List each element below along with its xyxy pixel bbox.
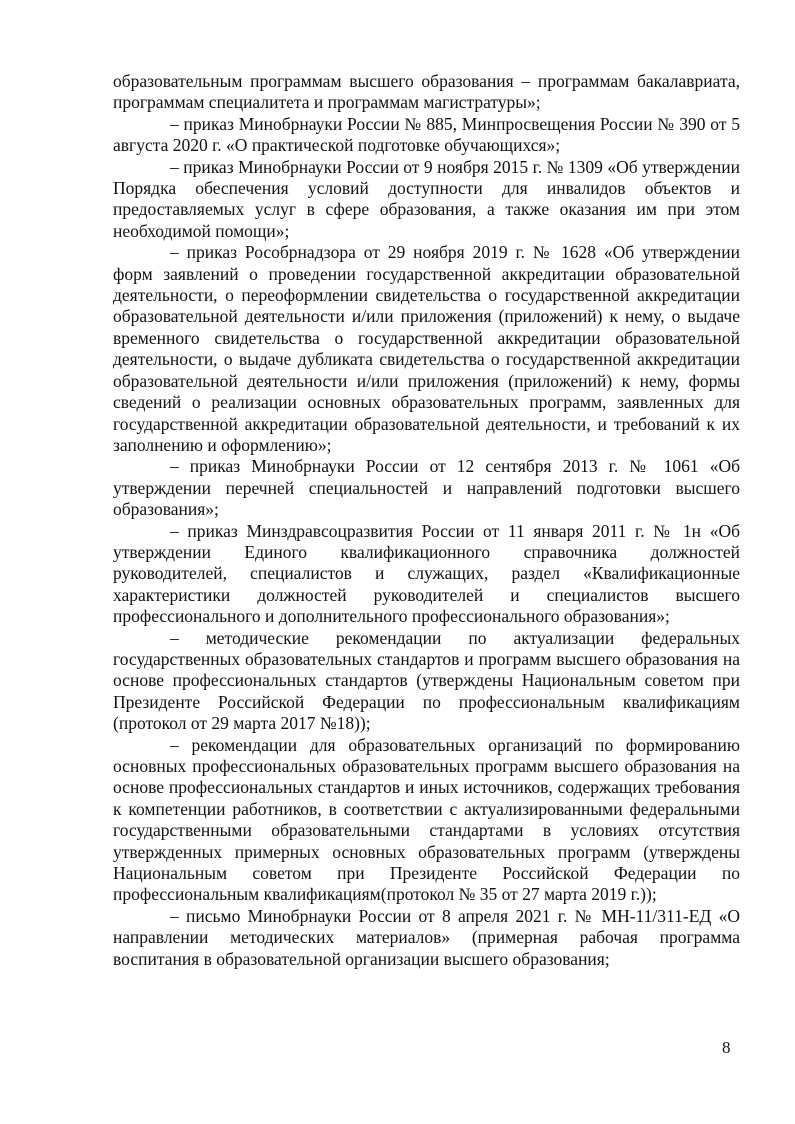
- list-item-order-1061: – приказ Минобрнауки России от 12 сентября 2013 г. № 1061 «Об утверждении перечней специальностей и направлений подготовки высшего образования»;: [113, 456, 740, 520]
- list-item-order-1n: – приказ Минздравсоцразвития России от 11 января 2011 г. № 1н «Об утверждении Единого квалификационного справочника должностей руководителей, специалистов и служащих, раздел «Квалификационные характеристики должностей руководителей и специалистов высшего профессионального и дополнительного профессионального образования»;: [113, 520, 740, 627]
- list-item-order-1309: – приказ Минобрнауки России от 9 ноября 2015 г. № 1309 «Об утверждении Порядка обеспечения условий доступности для инвалидов объектов и предоставляемых услуг в сфере образования, а также оказания им при этом необходимой помощи»;: [113, 156, 740, 241]
- list-item-order-885: – приказ Минобрнауки России № 885, Минпросвещения России № 390 от 5 августа 2020 г. «О практической подготовке обучающихся»;: [113, 113, 740, 156]
- list-item-methodical-recommendations: – методические рекомендации по актуализации федеральных государственных образовательных стандартов и программ высшего образования на основе профессиональных стандартов (утверждены Национальным советом при Президенте Российской Федерации по профессиональным квалификациям (протокол от 29 марта 2017 №18));: [113, 627, 740, 734]
- list-item-letter-mn-11: – письмо Минобрнауки России от 8 апреля 2021 г. № МН-11/311-ЕД «О направлении методических материалов» (примерная рабочая программа воспитания в образовательной организации высшего образования;: [113, 905, 740, 969]
- list-item-order-1628: – приказ Рособрнадзора от 29 ноября 2019 г. № 1628 «Об утверждении форм заявлений о проведении государственной аккредитации образовательной деятельности, о переоформлении свидетельства о государственной аккредитации образовательной деятельности и/или приложения (приложений) к нему, о выдаче временного свидетельства о государственной аккредитации образовательной деятельности, о выдаче дубликата свидетельства о государственной аккредитации образовательной деятельности и/или приложения (приложений) к нему, формы сведений о реализации основных образовательных программ, заявленных для государственной аккредитации образовательной деятельности, и требований к их заполнению и оформлению»;: [113, 242, 740, 455]
- list-item-recommendations-organizations: – рекомендации для образовательных организаций по формированию основных профессиональных образовательных программ высшего образования на основе профессиональных стандартов и иных источников, содержащих требования к компетенции работников, в соответствии с актуализированными федеральными государственными образовательными стандартами в условиях отсутствия утвержденных примерных основных образовательных программ (утверждены Национальным советом при Президенте Российской Федерации по профессиональным квалификациям(протокол № 35 от 27 марта 2019 г.));: [113, 734, 740, 905]
- page-number: 8: [722, 1038, 731, 1057]
- document-body: [113, 71, 740, 970]
- paragraph-continuation: образовательным программам высшего образования – программам бакалавриата, программам специалитета и программам магистратуры»;: [113, 71, 740, 113]
